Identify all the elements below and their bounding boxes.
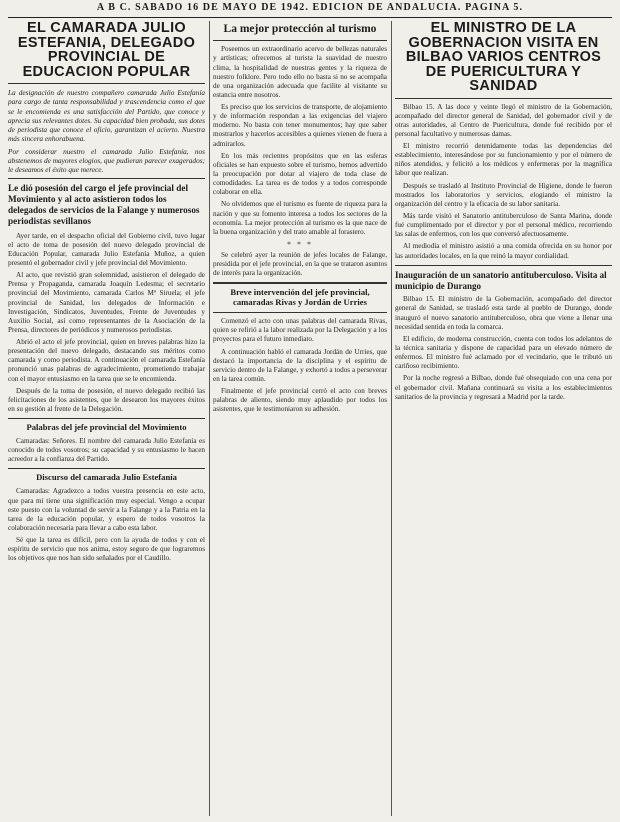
divider xyxy=(395,98,612,99)
article-paragraph: Al mediodía el ministro asistió a una comida ofrecida en su honor por las autoridades locales, en la que reinó la mayor cordialidad. xyxy=(395,242,612,260)
subheadline-sanatorio: Inauguración de un sanatorio antituberculoso. Visita al municipio de Durango xyxy=(395,269,607,291)
divider xyxy=(213,282,387,284)
headline-turismo: La mejor protección al turismo xyxy=(223,23,377,35)
article-paragraph: Por la noche regresó a Bilbao, donde fué obsequiado con una cena por el gobernador civil. Mañana continuará su visita a los establecimientos sanitarios de la provincia y regresará a Madrid por la tarde. xyxy=(395,374,612,401)
lede-paragraph: Por considerar nuestro el camarada Julio Estefanía, nos abstenemos de mayores elogios, que pudieran parecer exagerados; le deseamos el éxito que merece. xyxy=(8,146,205,175)
article-paragraph: Al acto, que revistió gran solemnidad, asistieron el delegado de Prensa y Propaganda, camarada Joaquín Ledesma; el secretario provincial del Movimiento, camarada Carlos Mª Siruela; el jefe provincial de Sanidad, los delegados de Información e Investigación, Sindicatos, Juventudes, Frente de Juventudes y Auxilio Social, así como representantes de la Asociación de la Prensa, directores de periódicos y numerosos periodistas. xyxy=(8,271,205,334)
article-paragraph: Ayer tarde, en el despacho oficial del Gobierno civil, tuvo lugar el acto de toma de posesión del nuevo delegado provincial de Educación Popular, camarada Julio Estefanía Muñoz, a quien presentó el gobernador civil y jefe provincial del Movimiento. xyxy=(8,231,205,267)
masthead-rule xyxy=(8,17,612,18)
divider xyxy=(395,265,612,266)
article-paragraph: Se celebró ayer la reunión de jefes locales de Falange, presidida por el jefe provincial, en la que se trataron asuntos de interés para la organización. xyxy=(213,251,387,278)
divider xyxy=(213,40,387,41)
lede-paragraph: La designación de nuestro compañero camarada Julio Estefanía para cargo de tanta responsabilidad y trascendencia como el que se le encomienda es una satisfacción del Partido, que conoce y aprecia sus relevantes dotes. Su capacidad bien probada, sus dotes de periodista que conoce el oficio, garantizan el acierto. Nuestra más sincera enhorabuena. xyxy=(8,88,205,144)
divider xyxy=(8,418,205,419)
column-middle xyxy=(213,21,387,816)
divider xyxy=(213,312,387,313)
column-divider xyxy=(209,21,210,816)
page-masthead: A B C. SABADO 16 DE MAYO DE 1942. EDICION DE ANDALUCIA. PAGINA 5. xyxy=(96,2,524,13)
subheadline-discurso: Discurso del camarada Julio Estefanía xyxy=(36,472,177,483)
subheadline-posesion: Le dió posesión del cargo el jefe provincial del Movimiento y al acto asistieron todos los delegados de servicios de la Falange y numerosos periodistas sevillanos xyxy=(8,183,200,227)
article-paragraph: Camaradas: Señores. El nombre del camarada Julio Estefanía es conocido de todos vosotros; su capacidad y su entusiasmo le hacen acreedor a la confianza del Partido. xyxy=(8,437,205,464)
divider xyxy=(8,178,205,179)
article-paragraph: Poseemos un extraordinario acervo de bellezas naturales y artísticas; ofrecemos al turista la suavidad de nuestro clima, la hospitalidad de nuestras gentes y la riqueza de nuestro folklore. Pero todo ello no basta si no se acompaña de una organización adecuada que facilite al visitante su estancia entre nosotros. xyxy=(213,45,387,99)
article-paragraph: Comenzó el acto con unas palabras del camarada Rivas, quien se refirió a la labor realizada por la Delegación y a los proyectos para el futuro inmediato. xyxy=(213,317,387,344)
article-paragraph: En los más recientes propósitos que en las esferas oficiales se han expuesto sobre el turismo, hemos advertido la preocupación por dotar al viajero de toda clase de comodidades. La tarea es de todos y a todos corresponde colaborar en ella. xyxy=(213,151,387,197)
article-paragraph: El ministro recorrió detenidamente todas las dependencias del establecimiento, interesándose por su funcionamiento y por el número de niños atendidos, y felicitó a los médicos y enfermeras por la magnífica labor que realizan. xyxy=(395,142,612,178)
article-paragraph: Finalmente el jefe provincial cerró el acto con breves palabras de aliento, siendo muy aplaudido por todos los asistentes, que le testimoniaron su adhesión. xyxy=(213,387,387,414)
divider xyxy=(8,83,205,84)
section-ornament: * * * xyxy=(287,240,313,250)
subheadline-palabras: Palabras del jefe provincial del Movimiento xyxy=(26,422,187,433)
column-left xyxy=(8,21,205,816)
headline-ministro: EL MINISTRO DE LA GOBERNACION VISITA EN BILBAO VARIOS CENTROS DE PUERICULTURA Y SANIDAD xyxy=(405,21,602,94)
headline-estefania: EL CAMARADA JULIO ESTEFANIA, DELEGADO PROVINCIAL DE EDUCACION POPULAR xyxy=(17,21,196,80)
article-paragraph: Abrió el acto el jefe provincial, quien en breves palabras hizo la presentación del nuevo delegado, destacando sus méritos como camarada y como periodista. A continuación el camarada Estefanía pronunció unas palabras de agradecimiento, prometiendo trabajar con el mayor entusiasmo en la tarea que se le encomienda. xyxy=(8,338,205,383)
article-paragraph: El edificio, de moderna construcción, cuenta con todos los adelantos de la técnica sanitaria y dispone de capacidad para un elevado número de enfermos. El ministro fué aclamado por el vecindario, que le tributó un cariñoso recibimiento. xyxy=(395,334,612,371)
article-paragraph: Más tarde visitó el Sanatorio antituberculoso de Santa Marina, donde fué cumplimentado por el director y por el personal médico, recorriendo las salas de enfermos, con los que conversó afectuosamente. xyxy=(395,212,612,239)
article-paragraph: Después de la toma de posesión, el nuevo delegado recibió las felicitaciones de los asistentes, que le desearon los mayores éxitos en su gestión al frente de la Delegación. xyxy=(8,386,205,414)
article-paragraph: Bilbao 15. A las doce y veinte llegó el ministro de la Gobernación, acompañado del director general de Sanidad, del gobernador civil y de otras autoridades, al Centro de Puericultura, donde fué recibido por el personal facultativo y numerosas damas. xyxy=(395,102,612,138)
column-divider xyxy=(391,21,392,816)
article-paragraph: Después se trasladó al Instituto Provincial de Higiene, donde le fueron mostrados los laboratorios y servicios, elogiando el ministro la organización del centro y la eficacia de su labor sanitaria. xyxy=(395,181,612,208)
article-paragraph: Es preciso que los servicios de transporte, de alojamiento y de información respondan a las exigencias del viajero moderno. No basta con tener monumentos; hay que saber mostrarlos y hacerlos accesibles a quienes vienen de fuera a admirarlos. xyxy=(213,103,387,148)
headline-intervencion: Breve intervención del jefe provincial, camaradas Rivas y Jordán de Urries xyxy=(230,287,370,308)
article-paragraph: Camaradas: Agradezco a todos vuestra presencia en este acto, que para mí tiene una significación muy especial. Vengo a ocupar este puesto con la voluntad de servir a la Falange y a la Patria en la tarea de la educación popular, y espero de todos vosotros la colaboración necesaria para llevar a cabo esta labor. xyxy=(8,487,205,532)
article-paragraph: A continuación habló el camarada Jordán de Urries, que destacó la importancia de la disciplina y el espíritu de servicio dentro de la Falange, y exhortó a todos a perseverar en la tarea común. xyxy=(213,347,387,384)
article-paragraph: Bilbao 15. El ministro de la Gobernación, acompañado del director general de Sanidad, se trasladó esta tarde al pueblo de Durango, donde inauguró el nuevo sanatorio antituberculoso, obra que viene a llenar una necesidad sentida en toda la comarca. xyxy=(395,295,612,331)
divider xyxy=(8,468,205,469)
column-right xyxy=(395,21,612,816)
article-paragraph: No olvidemos que el turismo es fuente de riqueza para la nación y que su fomento interesa a todos los sectores de la economía. La mejor protección al turismo es la que nace de la buena organización y del trato amable al forastero. xyxy=(213,200,387,236)
article-paragraph: Sé que la tarea es difícil, pero con la ayuda de todos y con el espíritu de servicio que nos anima, estoy seguro de que lograremos los objetivos que nos han sido señalados por el Caudillo. xyxy=(8,536,205,563)
